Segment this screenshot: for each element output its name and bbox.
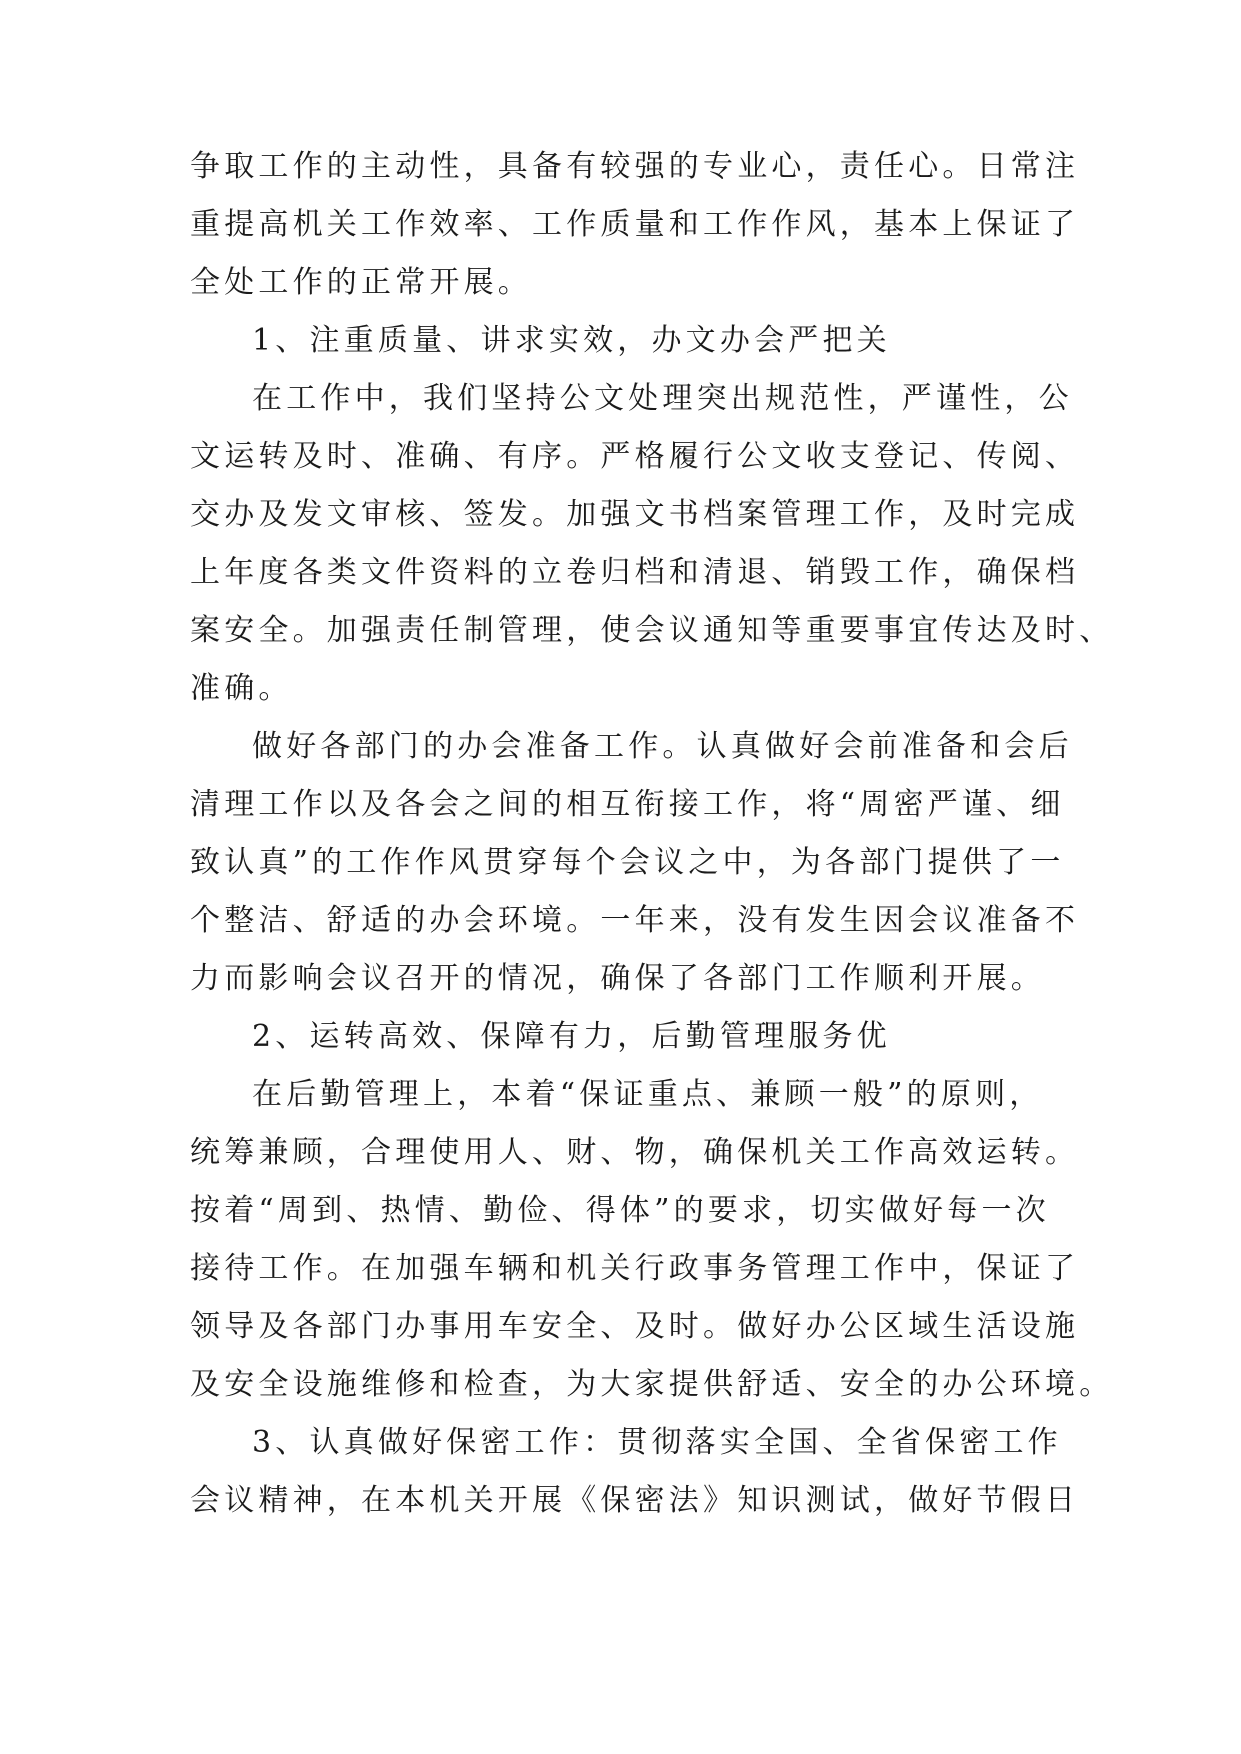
text-line: 上年度各类文件资料的立卷归档和清退、销毁工作，确保档 (190, 555, 1080, 590)
text-line: 在工作中，我们坚持公文处理突出规范性，严谨性，公 (252, 381, 1073, 416)
text-line: 个整洁、舒适的办会环境。一年来，没有发生因会议准备不 (190, 903, 1080, 938)
text-line: 案安全。加强责任制管理，使会议通知等重要事宜传达及时、 (190, 613, 1114, 648)
text-line: 致认真”的工作作风贯穿每个会议之中，为各部门提供了一 (190, 845, 1065, 880)
text-line: 在后勤管理上，本着“保证重点、兼顾一般”的原则， (252, 1077, 1044, 1112)
text-line: 文运转及时、准确、有序。严格履行公文收支登记、传阅、 (190, 439, 1080, 474)
text-line: 及安全设施维修和检查，为大家提供舒适、安全的办公环境。 (190, 1367, 1114, 1402)
text-line: 接待工作。在加强车辆和机关行政事务管理工作中，保证了 (190, 1251, 1080, 1286)
text-line: 全处工作的正常开展。 (190, 265, 532, 300)
text-line: 统筹兼顾，合理使用人、财、物，确保机关工作高效运转。 (190, 1135, 1080, 1170)
section-heading: 1、注重质量、讲求实效，办文办会严把关 (252, 323, 891, 358)
text-line: 力而影响会议召开的情况，确保了各部门工作顺利开展。 (190, 961, 1045, 996)
text-line: 争取工作的主动性，具备有较强的专业心，责任心。日常注 (190, 149, 1080, 184)
text-line: 按着“周到、热情、勤俭、得体”的要求，切实做好每一次 (190, 1193, 1050, 1228)
section-heading: 2、运转高效、保障有力，后勤管理服务优 (252, 1019, 891, 1054)
text-line: 做好各部门的办会准备工作。认真做好会前准备和会后 (252, 729, 1073, 764)
section-heading: 3、认真做好保密工作：贯彻落实全国、全省保密工作 (252, 1425, 1062, 1460)
text-line: 清理工作以及各会之间的相互衔接工作，将“周密严谨、细 (190, 787, 1065, 822)
text-line: 会议精神，在本机关开展《保密法》知识测试，做好节假日 (190, 1483, 1080, 1518)
text-line: 重提高机关工作效率、工作质量和工作作风，基本上保证了 (190, 207, 1080, 242)
text-line: 准确。 (190, 671, 293, 706)
text-line: 交办及发文审核、签发。加强文书档案管理工作，及时完成 (190, 497, 1080, 532)
text-line: 领导及各部门办事用车安全、及时。做好办公区域生活设施 (190, 1309, 1080, 1344)
